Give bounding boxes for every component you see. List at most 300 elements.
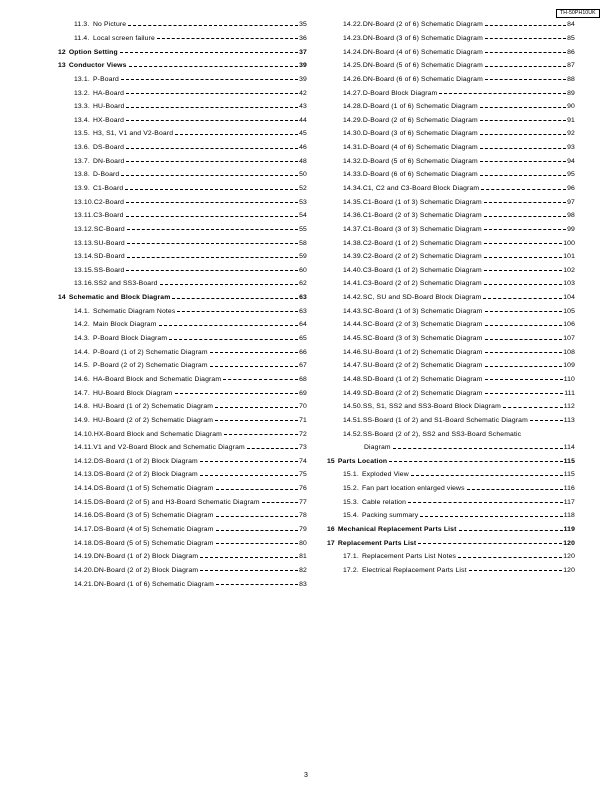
toc-entry-label: [343, 21, 483, 28]
toc-leader-dots: [485, 38, 566, 39]
toc-entry-label: [343, 431, 521, 438]
toc-entry[interactable]: [327, 250, 575, 264]
toc-entry-number: 13.13.: [74, 239, 94, 247]
toc-entry-title: SS, S1, SS2 and SS3-Board Block Diagram: [362, 403, 501, 411]
toc-entry-page: 70: [299, 403, 307, 411]
toc-entry-title: SS-Board (2 of 2), SS2 and SS3-Board Schematic: [362, 430, 522, 438]
toc-entry[interactable]: [327, 291, 575, 305]
toc-entry-label: [74, 144, 124, 151]
toc-entry[interactable]: [58, 332, 307, 346]
toc-entry[interactable]: [58, 441, 307, 455]
toc-entry[interactable]: [327, 277, 575, 291]
toc-entry[interactable]: [58, 455, 307, 469]
toc-leader-dots: [126, 202, 298, 203]
toc-entry[interactable]: [327, 59, 575, 73]
toc-entry-title: DS-Board (2 of 5) and H3-Board Schematic Diagram: [93, 498, 260, 506]
toc-entry[interactable]: [327, 236, 575, 250]
toc-entry[interactable]: [58, 73, 307, 87]
toc-entry-page: 84: [567, 21, 575, 29]
toc-leader-dots: [216, 489, 299, 490]
toc-entry[interactable]: [327, 427, 575, 441]
toc-entry-label: [343, 199, 482, 206]
toc-entry-number: 14.17.: [74, 526, 94, 534]
toc-entry-number: 14.23.: [343, 34, 363, 42]
toc-entry-number: 14.51.: [343, 416, 363, 424]
toc-entry-number: 13.6.: [74, 144, 90, 152]
toc-entry-number: 13.3.: [74, 103, 90, 111]
toc-entry-title: Electrical Replacement Parts List: [362, 566, 467, 574]
toc-entry[interactable]: [327, 304, 575, 318]
toc-entry-label: [74, 403, 213, 410]
toc-entry-page: 66: [299, 348, 307, 356]
toc-entry[interactable]: [58, 304, 307, 318]
toc-leader-dots: [467, 489, 563, 490]
toc-entry-number: 13.8.: [74, 171, 90, 179]
toc-entry-label: [74, 117, 124, 124]
toc-entry[interactable]: [58, 223, 307, 237]
toc-entry-page: 71: [299, 416, 307, 424]
toc-entry[interactable]: [58, 45, 307, 59]
toc-entry[interactable]: [58, 86, 307, 100]
toc-entry-label: [74, 267, 124, 274]
toc-entry[interactable]: [327, 373, 575, 387]
toc-leader-dots: [210, 352, 298, 353]
toc-entry[interactable]: [58, 236, 307, 250]
toc-entry-title: HX-Board Block and Schematic Diagram: [93, 430, 222, 438]
toc-entry-label: [74, 512, 214, 519]
toc-entry[interactable]: [327, 400, 575, 414]
toc-entry-label: [343, 362, 483, 369]
toc-entry[interactable]: [58, 168, 307, 182]
toc-entry-label: [74, 280, 158, 287]
toc-entry[interactable]: [327, 509, 575, 523]
toc-entry[interactable]: [327, 495, 575, 509]
toc-entry-number: 14.15.: [74, 498, 94, 506]
toc-entry[interactable]: [327, 73, 575, 87]
toc-entry-title: D-Board (6 of 6) Schematic Diagram: [362, 171, 478, 179]
toc-entry-title: DS-Board (1 of 2) Block Diagram: [93, 457, 198, 465]
toc-entry-label: [343, 185, 479, 192]
toc-entry-number: 13.4.: [74, 116, 90, 124]
toc-entry-number: 13: [58, 62, 66, 70]
toc-entry-page: 58: [299, 239, 307, 247]
toc-leader-dots: [484, 202, 566, 203]
toc-entry-title: P-Board (2 of 2) Schematic Diagram: [93, 362, 208, 370]
toc-entry-label: [343, 485, 465, 492]
toc-leader-dots: [480, 120, 566, 121]
toc-entry-number: 14.26.: [343, 75, 363, 83]
toc-entry-page: 65: [299, 335, 307, 343]
toc-entry[interactable]: [58, 127, 307, 141]
toc-entry-page: 111: [564, 389, 575, 397]
toc-entry[interactable]: [58, 400, 307, 414]
toc-entry-title: DN-Board (1 of 6) Schematic Diagram: [93, 580, 214, 588]
toc-entry-label: [74, 21, 126, 28]
toc-entry-number: 14.20.: [74, 566, 94, 574]
toc-entry-number: 15.1.: [343, 471, 359, 479]
toc-entry-number: 14.28.: [343, 103, 363, 111]
toc-entry-page: 90: [567, 103, 575, 111]
toc-leader-dots: [126, 93, 298, 94]
toc-entry-page: 117: [563, 498, 575, 506]
toc-entry-page: 120: [563, 553, 575, 561]
toc-entry-title: DN-Board (2 of 2) Block Diagram: [93, 566, 199, 574]
toc-entry[interactable]: [58, 277, 307, 291]
toc-entry-number: 13.12.: [74, 225, 94, 233]
toc-leader-dots: [121, 79, 298, 80]
toc-entry-label: [74, 226, 125, 233]
toc-entry-title: SC-Board (3 of 3) Schematic Diagram: [362, 335, 483, 343]
toc-entry[interactable]: [327, 127, 575, 141]
toc-leader-dots: [175, 134, 298, 135]
toc-entry-label: [74, 158, 124, 165]
toc-entry-title: DS-Board (3 of 5) Schematic Diagram: [93, 512, 214, 520]
toc-entry-number: 14.46.: [343, 348, 363, 356]
toc-entry-label: [343, 35, 483, 42]
toc-entry-number: 13.16.: [74, 280, 94, 288]
toc-entry[interactable]: [58, 427, 307, 441]
toc-entry[interactable]: [327, 359, 575, 373]
toc-entry-page: 67: [299, 362, 307, 370]
toc-leader-dots: [216, 516, 299, 517]
toc-leader-dots: [127, 229, 298, 230]
toc-entry-label: [343, 349, 483, 356]
toc-leader-dots: [210, 366, 298, 367]
toc-entry-label: [74, 349, 208, 356]
toc-leader-dots: [129, 66, 299, 67]
toc-entry-number: 14.32.: [343, 157, 363, 165]
toc-entry[interactable]: [58, 386, 307, 400]
toc-entry-label: [343, 158, 478, 165]
toc-entry-title: C2-Board (2 of 2) Schematic Diagram: [362, 253, 482, 261]
toc-entry-title: C2-Board: [93, 198, 125, 206]
toc-entry-number: 14.19.: [74, 553, 94, 561]
toc-entry-title: DN-Board (3 of 6) Schematic Diagram: [362, 34, 483, 42]
toc-entry-page: 35: [299, 21, 307, 29]
toc-entry[interactable]: [58, 154, 307, 168]
toc-leader-dots: [126, 120, 298, 121]
toc-entry-page: 98: [567, 212, 575, 220]
toc-entry[interactable]: [58, 359, 307, 373]
toc-leader-dots: [480, 161, 566, 162]
toc-leader-dots: [484, 243, 562, 244]
toc-entry-title: Fan part location enlarged views: [362, 485, 465, 493]
toc-entry-page: 85: [567, 34, 575, 42]
toc-entry-label: [343, 553, 456, 560]
toc-entry-number: 14.39.: [343, 253, 363, 261]
toc-entry[interactable]: [58, 509, 307, 523]
toc-entry[interactable]: [58, 577, 307, 591]
toc-entry-title: C1, C2 and C3-Board Block Diagram: [362, 185, 480, 192]
toc-entry-label: [343, 335, 483, 342]
toc-entry-page: 46: [299, 144, 307, 152]
toc-leader-dots: [485, 311, 563, 312]
toc-entry-label: [343, 144, 478, 151]
toc-entry-title: SC-Board: [93, 225, 125, 233]
toc-entry-label: [74, 444, 245, 451]
toc-entry-title: C3-Board (1 of 2) Schematic Diagram: [362, 266, 482, 274]
toc-entry-number: 14.12.: [74, 457, 94, 465]
toc-entry-label: [74, 581, 214, 588]
toc-leader-dots: [439, 93, 566, 94]
toc-entry-number: 14.24.: [343, 48, 363, 56]
toc-entry-title: DS-Board (5 of 5) Schematic Diagram: [93, 539, 214, 547]
toc-entry-title: SU-Board: [93, 239, 125, 247]
toc-entry[interactable]: [327, 18, 575, 32]
toc-entry[interactable]: [327, 441, 575, 455]
toc-entry[interactable]: [58, 209, 307, 223]
toc-leader-dots: [484, 270, 562, 271]
toc-entry[interactable]: [58, 100, 307, 114]
toc-entry[interactable]: [58, 523, 307, 537]
toc-entry-label: [343, 240, 482, 247]
toc-entry-number: 14.34.: [343, 185, 363, 192]
toc-entry-title: SU-Board (2 of 2) Schematic Diagram: [362, 362, 483, 370]
toc-entry-label: [58, 294, 170, 301]
toc-entry-page: 60: [299, 266, 307, 274]
toc-entry-page: 50: [299, 171, 307, 179]
toc-entry[interactable]: [327, 468, 575, 482]
toc-leader-dots: [177, 311, 298, 312]
toc-entry-page: 63: [299, 307, 307, 315]
toc-entry-number: 14.18.: [74, 539, 94, 547]
toc-entry-number: 16: [327, 526, 335, 534]
toc-entry[interactable]: [58, 318, 307, 332]
toc-leader-dots: [200, 475, 298, 476]
toc-entry[interactable]: [327, 414, 575, 428]
toc-entry[interactable]: [58, 536, 307, 550]
toc-entry[interactable]: [327, 455, 575, 469]
toc-entry[interactable]: [327, 482, 575, 496]
toc-entry-label: [343, 321, 483, 328]
toc-entry[interactable]: [327, 264, 575, 278]
toc-entry-title: DN-Board (5 of 6) Schematic Diagram: [362, 62, 483, 70]
toc-entry[interactable]: [58, 414, 307, 428]
toc-entry-number: 15.4.: [343, 512, 359, 520]
toc-leader-dots: [393, 448, 563, 449]
toc-entry-label: [327, 526, 457, 533]
toc-entry-title: D-Board Block Diagram: [362, 89, 438, 97]
toc-leader-dots: [216, 543, 299, 544]
toc-entry-label: [343, 267, 482, 274]
toc-entry[interactable]: [327, 386, 575, 400]
toc-entry-title: SS-Board (1 of 2) and S1-Board Schematic Diagram: [362, 416, 528, 424]
toc-entry-page: 114: [563, 444, 575, 452]
toc-entry-label: [74, 376, 221, 383]
toc-entry[interactable]: [327, 345, 575, 359]
toc-entry-page: 72: [299, 430, 307, 438]
toc-entry-page: 119: [563, 526, 575, 534]
toc-column-right: [327, 18, 575, 577]
toc-entry-page: 77: [299, 498, 307, 506]
toc-entry-number: 13.14.: [74, 253, 94, 261]
toc-entry[interactable]: [58, 113, 307, 127]
toc-entry-number: 14.13.: [74, 471, 94, 479]
toc-entry-label: [74, 526, 214, 533]
toc-entry-number: 14.45.: [343, 335, 363, 343]
toc-leader-dots: [160, 284, 299, 285]
toc-entry-page: 87: [567, 62, 575, 70]
toc-entry[interactable]: [58, 482, 307, 496]
toc-entry[interactable]: [327, 523, 575, 537]
toc-entry-page: 93: [567, 144, 575, 152]
toc-entry-page: 106: [563, 321, 575, 329]
toc-leader-dots: [411, 475, 563, 476]
toc-leader-dots: [485, 379, 563, 380]
toc-entry-title: Main Block Diagram: [93, 321, 157, 329]
toc-entry[interactable]: [327, 318, 575, 332]
toc-entry-label: [58, 62, 127, 69]
toc-entry-page: 79: [299, 526, 307, 534]
toc-entry[interactable]: [327, 113, 575, 127]
toc-entry-page: 43: [299, 103, 307, 111]
model-number-tag: TH-50PH10UK: [556, 9, 600, 18]
toc-leader-dots: [120, 52, 298, 53]
toc-leader-dots: [224, 434, 298, 435]
toc-entry[interactable]: [58, 373, 307, 387]
toc-leader-dots: [127, 257, 298, 258]
toc-entry[interactable]: [58, 564, 307, 578]
toc-entry[interactable]: [58, 59, 307, 73]
toc-entry[interactable]: [327, 182, 575, 196]
toc-entry-number: 14.37.: [343, 225, 363, 233]
toc-entry-title: SS-Board: [93, 266, 125, 274]
toc-entry-page: 105: [563, 307, 575, 315]
toc-entry[interactable]: [58, 264, 307, 278]
toc-leader-dots: [485, 366, 563, 367]
toc-entry-number: 14.22.: [343, 21, 363, 29]
toc-leader-dots: [215, 407, 298, 408]
toc-entry-label: [343, 376, 483, 383]
toc-entry-label: [343, 253, 482, 260]
toc-entry-label: [74, 171, 119, 178]
toc-entry-page: 99: [567, 225, 575, 233]
toc-entry-page: 44: [299, 116, 307, 124]
toc-entry[interactable]: [327, 223, 575, 237]
toc-entry-number: 14.41.: [343, 280, 363, 288]
toc-leader-dots: [483, 298, 562, 299]
toc-entry-page: 115: [563, 471, 575, 479]
toc-entry-page: 107: [563, 335, 575, 343]
toc-entry[interactable]: [327, 141, 575, 155]
toc-entry[interactable]: [58, 250, 307, 264]
toc-entry-number: 14.49.: [343, 389, 363, 397]
toc-leader-dots: [159, 325, 299, 326]
toc-entry[interactable]: [58, 141, 307, 155]
toc-entry-title: HU-Board (2 of 2) Schematic Diagram: [93, 416, 214, 424]
toc-entry-number: 17.1.: [343, 553, 359, 561]
toc-entry-label: [74, 540, 214, 547]
toc-entry-label: [74, 240, 125, 247]
toc-entry[interactable]: [58, 195, 307, 209]
toc-entry-title: Replacement Parts List: [337, 539, 417, 547]
toc-entry-label: [343, 226, 482, 233]
toc-entry[interactable]: [58, 182, 307, 196]
toc-entry-number: 14.6.: [74, 375, 90, 383]
toc-entry[interactable]: [327, 45, 575, 59]
toc-entry-label: [343, 294, 481, 301]
toc-entry-page: 103: [563, 280, 575, 288]
toc-entry[interactable]: [327, 195, 575, 209]
toc-entry-label: [343, 471, 409, 478]
toc-leader-dots: [172, 298, 298, 299]
toc-entry-page: 115: [563, 457, 575, 465]
toc-entry-label: [343, 512, 418, 519]
toc-leader-dots: [125, 189, 298, 190]
toc-entry[interactable]: [58, 468, 307, 482]
toc-leader-dots: [485, 339, 563, 340]
toc-entry-page: 59: [299, 253, 307, 261]
toc-entry-label: [327, 458, 387, 465]
toc-leader-dots: [485, 352, 563, 353]
toc-entry-title: Conductor Views: [68, 62, 127, 70]
toc-entry-title: SD-Board (2 of 2) Schematic Diagram: [362, 389, 483, 397]
toc-entry-label: [343, 130, 478, 137]
toc-entry-number: 14.4.: [74, 348, 90, 356]
toc-entry-label: [343, 212, 482, 219]
toc-leader-dots: [485, 66, 566, 67]
toc-entry-page: 94: [567, 157, 575, 165]
toc-entry[interactable]: [58, 32, 307, 46]
toc-entry[interactable]: [58, 345, 307, 359]
toc-entry-label: [74, 458, 198, 465]
toc-entry[interactable]: [327, 86, 575, 100]
toc-leader-dots: [503, 407, 563, 408]
toc-entry-number: 14.43.: [343, 307, 363, 315]
toc-entry-label: [74, 485, 214, 492]
toc-entry[interactable]: [58, 550, 307, 564]
toc-entry-number: 13.10.: [74, 198, 94, 206]
toc-entry-title: DN-Board (1 of 2) Block Diagram: [93, 553, 199, 561]
toc-entry-title: D-Board (1 of 6) Schematic Diagram: [362, 103, 478, 111]
toc-entry[interactable]: [327, 332, 575, 346]
toc-entry-label: [74, 362, 208, 369]
toc-leader-dots: [480, 107, 566, 108]
toc-entry-number: 15.2.: [343, 485, 359, 493]
toc-entry-label: [343, 76, 483, 83]
toc-entry-number: 11.4.: [74, 34, 90, 42]
toc-entry[interactable]: [327, 550, 575, 564]
toc-leader-dots: [485, 52, 566, 53]
toc-entry-page: 100: [563, 239, 575, 247]
toc-entry-label: [343, 390, 483, 397]
toc-entry[interactable]: [58, 18, 307, 32]
toc-entry-number: 14.9.: [74, 416, 90, 424]
toc-entry[interactable]: [327, 168, 575, 182]
toc-entry-number: 14.50.: [343, 403, 363, 411]
toc-entry[interactable]: [327, 100, 575, 114]
toc-entry[interactable]: [327, 32, 575, 46]
toc-entry-number: 13.5.: [74, 130, 90, 138]
toc-entry[interactable]: [327, 564, 575, 578]
toc-entry-title: SS2 and SS3-Board: [93, 280, 158, 288]
toc-entry-title: Schematic and Block Diagram: [68, 294, 171, 302]
toc-entry-page: 82: [299, 566, 307, 574]
toc-entry-title: C1-Board (3 of 3) Schematic Diagram: [362, 225, 482, 233]
toc-entry-title: C3-Board (2 of 2) Schematic Diagram: [362, 280, 482, 288]
toc-entry[interactable]: [58, 291, 307, 305]
toc-entry[interactable]: [327, 536, 575, 550]
toc-entry-title: SC-Board (2 of 3) Schematic Diagram: [362, 321, 483, 329]
toc-entry[interactable]: [327, 154, 575, 168]
toc-entry-label: [74, 567, 198, 574]
toc-entry[interactable]: [327, 209, 575, 223]
toc-entry-number: 14.25.: [343, 62, 363, 70]
toc-leader-dots: [247, 448, 298, 449]
toc-entry-page: 39: [299, 75, 307, 83]
toc-entry[interactable]: [58, 495, 307, 509]
toc-leader-dots: [121, 175, 298, 176]
